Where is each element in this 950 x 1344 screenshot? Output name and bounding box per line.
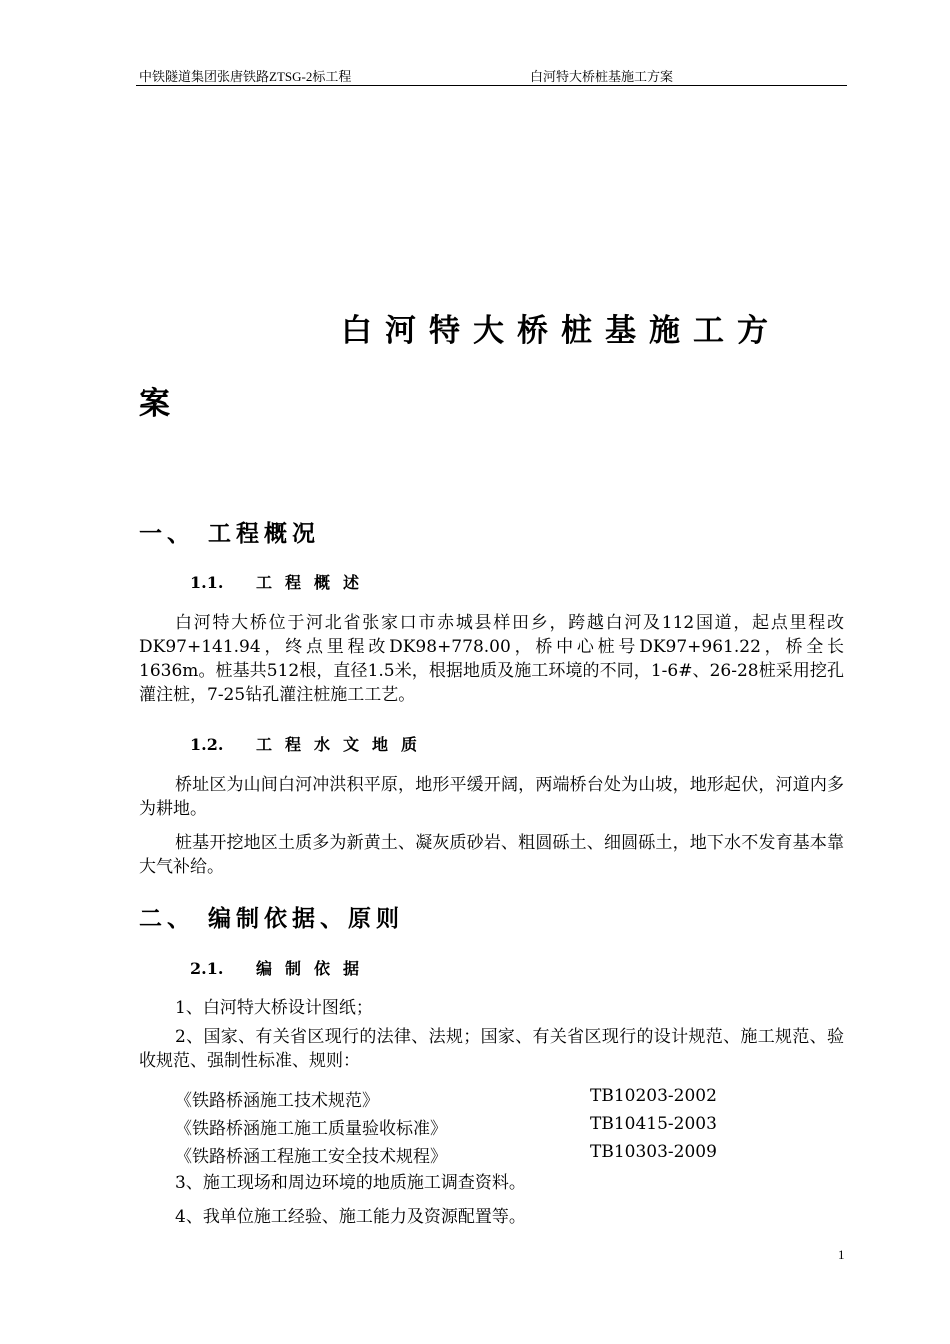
document-title-line2: 案 xyxy=(139,386,183,422)
subsection-1-2-number: 1.2. xyxy=(190,735,224,754)
basis-item-4: 4、我单位施工经验、施工能力及资源配置等。 xyxy=(175,1207,526,1227)
subsection-1-1-label: 工程概述 xyxy=(256,573,373,592)
document-title-line1: 白河特大桥桩基施工方 xyxy=(341,313,781,349)
subsection-2-1-label: 编制依据 xyxy=(256,959,373,978)
page-number: 1 xyxy=(838,1247,845,1262)
standard-code-3: TB10303-2009 xyxy=(590,1142,717,1162)
standard-name-1: 《铁路桥涵施工技术规范》 xyxy=(175,1091,379,1111)
header-right: 白河特大桥桩基施工方案 xyxy=(530,69,674,84)
paragraph-geology-1: 桥址区为山间白河冲洪积平原，地形平缓开阔，两端桥台处为山坡，地形起伏，河道内多为耕地。 xyxy=(139,775,844,819)
subsection-1-2-label: 工程水文地质 xyxy=(256,735,431,754)
subsection-1-2-heading xyxy=(190,732,430,755)
subsection-1-1-number: 1.1. xyxy=(190,573,224,592)
header-rule xyxy=(136,85,847,86)
header-left: 中铁隧道集团张唐铁路ZTSG-2标工程 xyxy=(139,69,352,84)
standard-code-2: TB10415-2003 xyxy=(590,1114,717,1134)
paragraph-geology-2: 桩基开挖地区土质多为新黄土、凝灰质砂岩、粗圆砾土、细圆砾土，地下水不发育基本靠大气补给。 xyxy=(139,833,844,877)
section-1-heading: 一、 工程概况 xyxy=(139,520,321,547)
basis-item-2: 2、国家、有关省区现行的法律、法规；国家、有关省区现行的设计规范、施工规范、验收规范、强制性标准、规则： xyxy=(139,1027,844,1071)
section-2-heading: 二、 编制依据、原则 xyxy=(139,905,405,932)
basis-item-3: 3、施工现场和周边环境的地质施工调查资料。 xyxy=(175,1173,526,1193)
standard-code-1: TB10203-2002 xyxy=(590,1086,717,1106)
standard-name-2: 《铁路桥涵施工施工质量验收标准》 xyxy=(175,1119,447,1139)
basis-item-1: 1、白河特大桥设计图纸； xyxy=(175,998,373,1018)
standard-name-3: 《铁路桥涵工程施工安全技术规程》 xyxy=(175,1147,447,1167)
paragraph-overview: 白河特大桥位于河北省张家口市赤城县样田乡，跨越白河及112国道，起点里程改DK97+141.94，终点里程改DK98+778.00，桥中心桩号DK97+961.22，桥全长1636m。桩基共512根，直径1.5米，根据地质及施工环境的不同，1-6#、26-28桩采用挖孔灌注桩，7-25钻孔灌注桩施工工艺。 xyxy=(139,613,844,705)
subsection-2-1-number: 2.1. xyxy=(190,959,224,978)
subsection-1-1-heading xyxy=(190,570,372,593)
subsection-2-1-heading xyxy=(190,956,372,979)
